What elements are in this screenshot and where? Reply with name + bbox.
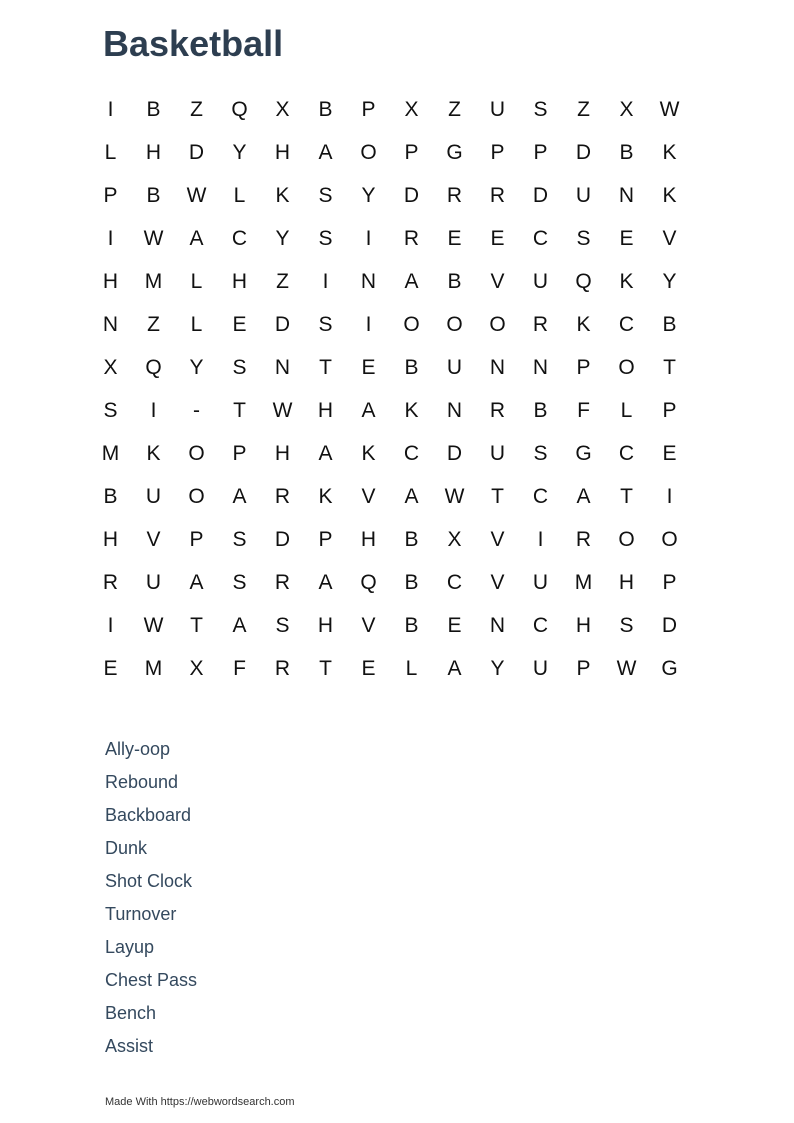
word-list-item: Ally-oop (105, 739, 171, 759)
grid-cell: W (659, 97, 680, 121)
grid-cell: Q (360, 570, 377, 594)
grid-cell: D (188, 140, 205, 164)
grid-cell: X (404, 97, 419, 121)
puzzle-title: Basketball (103, 23, 284, 64)
grid-cell: L (104, 140, 117, 164)
grid-cell: Y (232, 140, 247, 164)
grid-cell: S (533, 97, 548, 121)
grid-cell: Z (276, 269, 289, 293)
grid-cell: S (232, 355, 247, 379)
grid-cell: E (662, 441, 677, 465)
grid-cell: N (618, 183, 635, 207)
grid-cell: V (662, 226, 677, 250)
grid-cell: P (662, 570, 677, 594)
grid-cell: M (101, 441, 120, 465)
grid-cell: - (193, 398, 200, 422)
grid-cell: Y (189, 355, 204, 379)
grid-cell: U (532, 570, 549, 594)
grid-cell: D (661, 613, 678, 637)
grid-cell: N (360, 269, 377, 293)
grid-cell: B (404, 355, 419, 379)
grid-cell: I (537, 527, 544, 551)
word-list-item: Dunk (105, 838, 148, 858)
grid-cell: B (404, 570, 419, 594)
grid-cell: K (662, 140, 677, 164)
grid-cell: H (618, 570, 635, 594)
footer-credit: Made With https://webwordsearch.com (105, 1096, 295, 1108)
grid-cell: S (318, 312, 333, 336)
grid-cell: E (447, 226, 462, 250)
word-list-item: Chest Pass (105, 970, 198, 990)
grid-cell: B (662, 312, 677, 336)
grid-cell: T (319, 656, 332, 680)
grid-cell: B (619, 140, 634, 164)
grid-cell: V (490, 570, 505, 594)
grid-cell: P (189, 527, 204, 551)
grid-cell: I (365, 226, 372, 250)
grid-cell: U (575, 183, 592, 207)
grid-cell: N (489, 613, 506, 637)
grid-cell: C (532, 484, 549, 508)
grid-cell: P (361, 97, 376, 121)
grid-cell: M (144, 269, 163, 293)
grid-cell: G (575, 441, 592, 465)
grid-cell: A (318, 441, 333, 465)
grid-cell: C (403, 441, 420, 465)
grid-cell: S (318, 183, 333, 207)
grid-cell: P (232, 441, 247, 465)
grid-cell: L (405, 656, 418, 680)
grid-cell: N (532, 355, 549, 379)
grid-cell: N (489, 355, 506, 379)
grid-cell: D (274, 312, 291, 336)
grid-cell: S (576, 226, 591, 250)
grid-cell: D (403, 183, 420, 207)
grid-cell: G (661, 656, 678, 680)
grid-cell: Y (275, 226, 290, 250)
grid-cell: H (274, 441, 291, 465)
grid-cell: A (232, 613, 247, 637)
grid-cell: V (361, 484, 376, 508)
grid-cell: W (444, 484, 465, 508)
grid-cell: O (446, 312, 463, 336)
grid-cell: I (666, 484, 673, 508)
word-list-item: Backboard (105, 805, 192, 825)
grid-cell: S (103, 398, 118, 422)
grid-cell: S (533, 441, 548, 465)
grid-cell: Y (490, 656, 505, 680)
grid-cell: N (102, 312, 119, 336)
grid-cell: N (446, 398, 463, 422)
grid-cell: F (577, 398, 590, 422)
grid-cell: H (145, 140, 162, 164)
grid-cell: K (146, 441, 161, 465)
word-list (105, 736, 197, 1066)
grid-cell: O (489, 312, 506, 336)
grid-cell: D (575, 140, 592, 164)
grid-cell: Y (662, 269, 677, 293)
grid-cell: O (403, 312, 420, 336)
grid-cell: H (102, 527, 119, 551)
grid-cell: S (232, 527, 247, 551)
grid-cell: T (491, 484, 504, 508)
grid-cell: W (143, 613, 164, 637)
grid-cell: M (144, 656, 163, 680)
grid-cell: G (446, 140, 463, 164)
grid-cell: R (489, 183, 506, 207)
grid-cell: H (317, 398, 334, 422)
grid-cell: P (318, 527, 333, 551)
grid-cell: E (619, 226, 634, 250)
grid-cell: S (232, 570, 247, 594)
grid-cell: F (233, 656, 246, 680)
grid-cell: C (532, 226, 549, 250)
grid-cell: O (188, 484, 205, 508)
grid-cell: K (275, 183, 290, 207)
grid-cell: P (576, 355, 591, 379)
grid-cell: P (533, 140, 548, 164)
grid-cell: K (662, 183, 677, 207)
grid-cell: E (232, 312, 247, 336)
grid-cell: D (274, 527, 291, 551)
grid-cell: P (103, 183, 118, 207)
grid-cell: Q (575, 269, 592, 293)
grid-cell: S (318, 226, 333, 250)
grid-cell: B (146, 183, 161, 207)
grid-cell: O (188, 441, 205, 465)
grid-cell: O (360, 140, 377, 164)
grid-cell: R (446, 183, 463, 207)
grid-cell: R (532, 312, 549, 336)
grid-cell: W (272, 398, 293, 422)
grid-cell: I (150, 398, 157, 422)
grid-cell: B (103, 484, 118, 508)
grid-cell: T (233, 398, 246, 422)
grid-cell: A (404, 484, 419, 508)
grid-cell: V (490, 527, 505, 551)
grid-cell: R (102, 570, 119, 594)
grid-cell: I (365, 312, 372, 336)
grid-cell: A (232, 484, 247, 508)
grid-cell: U (532, 656, 549, 680)
grid-cell: B (404, 527, 419, 551)
grid-cell: A (576, 484, 591, 508)
word-list-item: Layup (105, 937, 155, 957)
grid-cell: H (360, 527, 377, 551)
grid-cell: W (143, 226, 164, 250)
grid-cell: T (620, 484, 633, 508)
grid-cell: U (489, 441, 506, 465)
grid-cell: U (532, 269, 549, 293)
grid-cell: V (490, 269, 505, 293)
grid-cell: E (361, 355, 376, 379)
grid-cell: M (574, 570, 593, 594)
letter-grid (89, 88, 691, 690)
grid-cell: O (618, 355, 635, 379)
grid-cell: C (231, 226, 248, 250)
grid-cell: W (616, 656, 637, 680)
word-list-item: Shot Clock (105, 871, 193, 891)
grid-cell: E (490, 226, 505, 250)
grid-cell: Y (361, 183, 376, 207)
grid-cell: X (189, 656, 204, 680)
grid-cell: U (489, 97, 506, 121)
grid-cell: D (446, 441, 463, 465)
grid-cell: Z (577, 97, 590, 121)
grid-cell: R (403, 226, 420, 250)
grid-cell: A (447, 656, 462, 680)
grid-cell: C (618, 441, 635, 465)
grid-cell: I (107, 97, 114, 121)
grid-cell: A (318, 570, 333, 594)
grid-cell: U (446, 355, 463, 379)
grid-cell: B (533, 398, 548, 422)
grid-cell: H (102, 269, 119, 293)
grid-cell: V (361, 613, 376, 637)
grid-cell: R (575, 527, 592, 551)
grid-cell: E (361, 656, 376, 680)
grid-cell: E (103, 656, 118, 680)
grid-cell: N (274, 355, 291, 379)
grid-cell: X (619, 97, 634, 121)
grid-cell: O (618, 527, 635, 551)
grid-cell: A (404, 269, 419, 293)
grid-cell: R (274, 656, 291, 680)
grid-cell: B (146, 97, 161, 121)
grid-cell: X (275, 97, 290, 121)
grid-cell: Z (448, 97, 461, 121)
grid-cell: I (322, 269, 329, 293)
grid-cell: H (317, 613, 334, 637)
grid-cell: Z (190, 97, 203, 121)
grid-cell: E (447, 613, 462, 637)
grid-cell: C (532, 613, 549, 637)
grid-cell: T (319, 355, 332, 379)
grid-cell: A (189, 570, 204, 594)
grid-cell: O (661, 527, 678, 551)
grid-cell: A (318, 140, 333, 164)
grid-cell: W (186, 183, 207, 207)
grid-cell: K (619, 269, 634, 293)
grid-cell: U (145, 484, 162, 508)
grid-cell: R (274, 484, 291, 508)
grid-cell: V (146, 527, 161, 551)
grid-cell: A (361, 398, 376, 422)
grid-cell: L (190, 312, 203, 336)
grid-cell: P (576, 656, 591, 680)
grid-cell: B (404, 613, 419, 637)
grid-cell: T (663, 355, 676, 379)
grid-cell: A (189, 226, 204, 250)
grid-cell: S (275, 613, 290, 637)
grid-cell: K (361, 441, 376, 465)
word-list-item: Assist (105, 1036, 154, 1056)
grid-cell: X (447, 527, 462, 551)
grid-cell: K (404, 398, 419, 422)
grid-cell: K (576, 312, 591, 336)
grid-cell: H (274, 140, 291, 164)
word-list-item: Bench (105, 1003, 157, 1023)
grid-cell: R (274, 570, 291, 594)
word-list-item: Turnover (105, 904, 177, 924)
grid-cell: Z (147, 312, 160, 336)
grid-cell: C (618, 312, 635, 336)
grid-cell: Q (231, 97, 248, 121)
grid-cell: H (575, 613, 592, 637)
grid-cell: L (233, 183, 246, 207)
grid-cell: P (662, 398, 677, 422)
grid-cell: U (145, 570, 162, 594)
grid-cell: X (103, 355, 118, 379)
grid-cell: R (489, 398, 506, 422)
grid-cell: P (490, 140, 505, 164)
grid-cell: B (318, 97, 333, 121)
grid-cell: K (318, 484, 333, 508)
grid-cell: T (190, 613, 203, 637)
grid-cell: C (446, 570, 463, 594)
grid-cell: P (404, 140, 419, 164)
grid-cell: B (447, 269, 462, 293)
grid-cell: D (532, 183, 549, 207)
grid-cell: I (107, 613, 114, 637)
grid-cell: L (620, 398, 633, 422)
grid-cell: S (619, 613, 634, 637)
grid-cell: I (107, 226, 114, 250)
grid-cell: Q (145, 355, 162, 379)
word-list-item: Rebound (105, 772, 179, 792)
grid-cell: H (231, 269, 248, 293)
grid-cell: L (190, 269, 203, 293)
